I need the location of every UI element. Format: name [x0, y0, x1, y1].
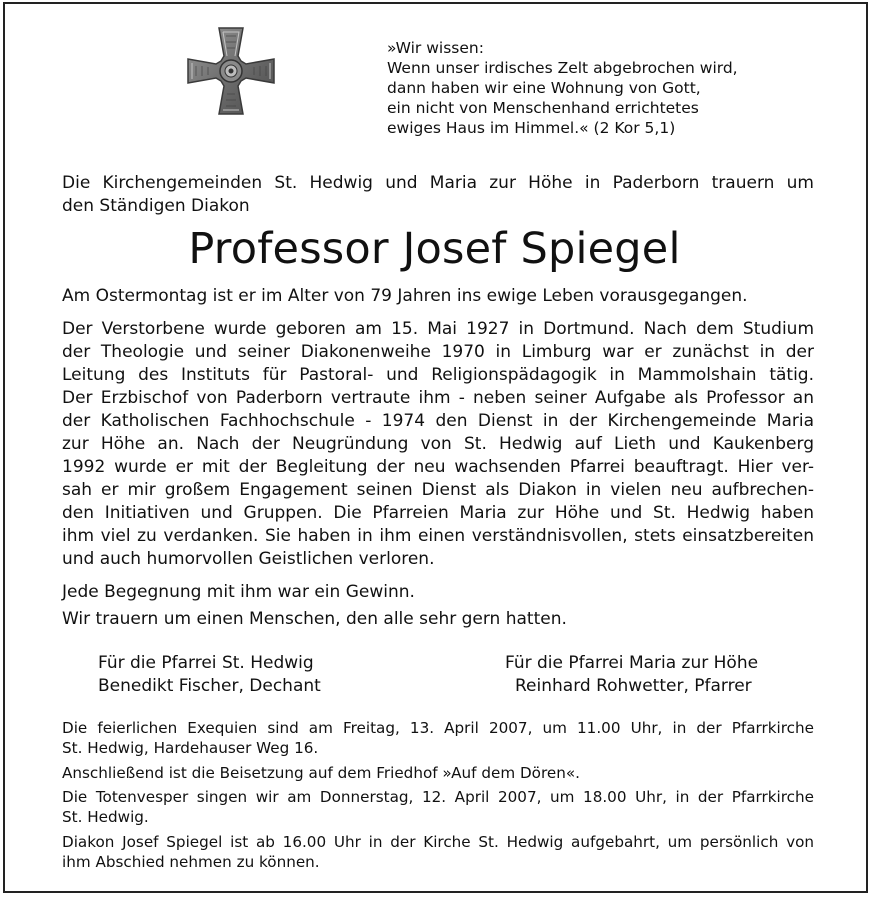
bible-verse	[387, 38, 738, 138]
signature-st-hedwig	[98, 652, 321, 698]
iron-cross-icon	[186, 26, 276, 116]
burial-info: Anschließend ist die Beisetzung auf dem Friedhof »Auf dem Dören«.	[62, 764, 580, 782]
biography-line: der Theologie und seiner Diakonenweihe 1970 in Limburg war er zunächst in der	[62, 342, 814, 362]
biography-line: der Katholischen Fachhochschule - 1974 den Dienst in der Kirchengemeinde Maria	[62, 411, 814, 431]
intro-line: den Ständigen Diakon	[62, 196, 250, 216]
verse-line: Wenn unser irdisches Zelt abgebrochen wird,	[387, 59, 738, 77]
signature-parish: Für die Pfarrei St. Hedwig	[98, 653, 314, 673]
biography-line: sah er mir großem Engagement seinen Dienst als Diakon in vielen neu aufbrechen-	[62, 480, 814, 500]
viewing-info: Diakon Josef Spiegel ist ab 16.00 Uhr in der Kirche St. Hedwig aufgebahrt, um persönlich von ihm Abschied nehmen zu können.	[62, 833, 814, 871]
biography-line: zur Höhe an. Nach der Neugründung von St. Hedwig auf Lieth und Kaukenberg	[62, 434, 814, 454]
biography-line: Leitung des Instituts für Pastoral- und Religionspädagogik in Mammolshain tätig.	[62, 365, 814, 385]
biography	[62, 318, 814, 571]
biography-line: Der Verstorbene wurde geboren am 15. Mai 1927 in Dortmund. Nach dem Studium	[62, 319, 814, 339]
vespers-info: Die Totenvesper singen wir am Donnerstag, 12. April 2007, um 18.00 Uhr, in der Pfarrkirche St. Hedwig.	[62, 788, 814, 826]
signature-maria-zur-hoehe	[505, 652, 758, 698]
signature-parish: Für die Pfarrei Maria zur Höhe	[505, 653, 759, 673]
closing-line-1: Jede Begegnung mit ihm war ein Gewinn.	[62, 582, 415, 602]
biography-line: 1992 wurde er mit der Begleitung der neu wachsenden Pfarrei beauftragt. Hier ver-	[62, 457, 814, 477]
verse-line: dann haben wir eine Wohnung von Gott,	[387, 79, 701, 97]
signature-person: Benedikt Fischer, Dechant	[98, 676, 321, 696]
biography-line: ihm viel zu verdanken. Sie haben in ihm einen verständnisvollen, stets einsatzbereiten	[62, 526, 814, 546]
mourning-intro	[62, 172, 814, 218]
intro-line: Die Kirchengemeinden St. Hedwig und Maria zur Höhe in Paderborn trauern um	[62, 173, 814, 193]
closing-line-2: Wir trauern um einen Menschen, den alle sehr gern hatten.	[62, 609, 567, 629]
verse-line: ewiges Haus im Himmel.« (2 Kor 5,1)	[387, 119, 676, 137]
signature-person: Reinhard Rohwetter, Pfarrer	[515, 676, 752, 696]
biography-line: Der Erzbischof von Paderborn vertraute ihm - neben seiner Aufgabe als Professor an	[62, 388, 814, 408]
biography-line: und auch humorvollen Geistlichen verloren.	[62, 549, 435, 569]
death-notice: Am Ostermontag ist er im Alter von 79 Jahren ins ewige Leben vorausgegangen.	[62, 286, 748, 306]
verse-line: »Wir wissen:	[387, 39, 484, 57]
biography-line: den Initiativen und Gruppen. Die Pfarreien Maria zur Höhe und St. Hedwig haben	[62, 503, 814, 523]
verse-line: ein nicht von Menschenhand errichtetes	[387, 99, 699, 117]
exequies-info: Die feierlichen Exequien sind am Freitag, 13. April 2007, um 11.00 Uhr, in der Pfarrkirche St. Hedwig, Hardehauser Weg 16.	[62, 719, 814, 757]
deceased-name: Professor Josef Spiegel	[188, 224, 681, 274]
